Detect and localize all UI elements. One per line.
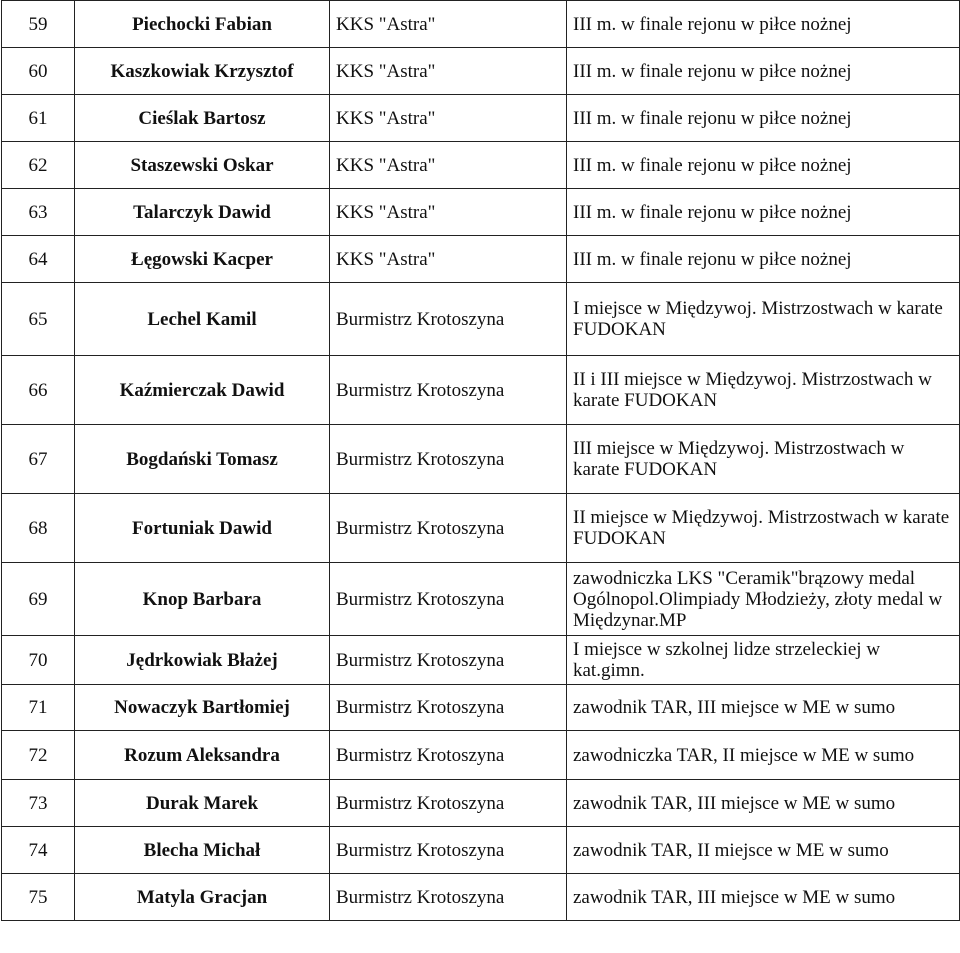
- achievement-text: I miejsce w szkolnej lidze strzeleckiej w kat.gimn.: [567, 636, 960, 685]
- person-name: Cieślak Bartosz: [75, 95, 330, 142]
- club-name: KKS "Astra": [330, 95, 567, 142]
- table-row: [2, 48, 960, 95]
- table-row: [2, 142, 960, 189]
- club-name: Burmistrz Krotoszyna: [330, 874, 567, 921]
- person-name: Talarczyk Dawid: [75, 189, 330, 236]
- person-name: Fortuniak Dawid: [75, 494, 330, 563]
- achievement-text: III m. w finale rejonu w piłce nożnej: [567, 1, 960, 48]
- row-number: 63: [2, 189, 75, 236]
- person-name: Jędrkowiak Błażej: [75, 636, 330, 685]
- club-name: Burmistrz Krotoszyna: [330, 425, 567, 494]
- achievement-text: zawodnik TAR, III miejsce w ME w sumo: [567, 874, 960, 921]
- person-name: Nowaczyk Bartłomiej: [75, 685, 330, 731]
- row-number: 61: [2, 95, 75, 142]
- table-row: [2, 356, 960, 425]
- achievement-text: zawodniczka LKS "Ceramik"brązowy medal Ogólnopol.Olimpiady Młodzieży, złoty medal w Międzynar.MP: [567, 563, 960, 636]
- table-row: [2, 563, 960, 636]
- person-name: Kaszkowiak Krzysztof: [75, 48, 330, 95]
- club-name: Burmistrz Krotoszyna: [330, 494, 567, 563]
- achievement-text: III m. w finale rejonu w piłce nożnej: [567, 95, 960, 142]
- table-row: [2, 636, 960, 685]
- person-name: Blecha Michał: [75, 827, 330, 874]
- row-number: 73: [2, 780, 75, 827]
- row-number: 71: [2, 685, 75, 731]
- table-row: [2, 827, 960, 874]
- table-row: [2, 425, 960, 494]
- club-name: Burmistrz Krotoszyna: [330, 563, 567, 636]
- table-row: [2, 95, 960, 142]
- row-number: 66: [2, 356, 75, 425]
- table-row: [2, 236, 960, 283]
- club-name: Burmistrz Krotoszyna: [330, 283, 567, 356]
- achievement-text: II miejsce w Międzywoj. Mistrzostwach w karate FUDOKAN: [567, 494, 960, 563]
- person-name: Bogdański Tomasz: [75, 425, 330, 494]
- row-number: 69: [2, 563, 75, 636]
- row-number: 74: [2, 827, 75, 874]
- row-number: 70: [2, 636, 75, 685]
- achievement-text: III miejsce w Międzywoj. Mistrzostwach w karate FUDOKAN: [567, 425, 960, 494]
- awards-table: [1, 0, 960, 921]
- person-name: Staszewski Oskar: [75, 142, 330, 189]
- person-name: Knop Barbara: [75, 563, 330, 636]
- club-name: Burmistrz Krotoszyna: [330, 685, 567, 731]
- club-name: Burmistrz Krotoszyna: [330, 827, 567, 874]
- table-row: [2, 685, 960, 731]
- person-name: Matyla Gracjan: [75, 874, 330, 921]
- row-number: 62: [2, 142, 75, 189]
- person-name: Piechocki Fabian: [75, 1, 330, 48]
- club-name: Burmistrz Krotoszyna: [330, 780, 567, 827]
- person-name: Rozum Aleksandra: [75, 731, 330, 780]
- achievement-text: zawodnik TAR, II miejsce w ME w sumo: [567, 827, 960, 874]
- row-number: 75: [2, 874, 75, 921]
- achievement-text: III m. w finale rejonu w piłce nożnej: [567, 48, 960, 95]
- achievement-text: zawodnik TAR, III miejsce w ME w sumo: [567, 685, 960, 731]
- row-number: 64: [2, 236, 75, 283]
- row-number: 60: [2, 48, 75, 95]
- person-name: Lechel Kamil: [75, 283, 330, 356]
- club-name: KKS "Astra": [330, 236, 567, 283]
- table-row: [2, 1, 960, 48]
- club-name: Burmistrz Krotoszyna: [330, 356, 567, 425]
- club-name: KKS "Astra": [330, 48, 567, 95]
- person-name: Kaźmierczak Dawid: [75, 356, 330, 425]
- row-number: 59: [2, 1, 75, 48]
- table-row: [2, 189, 960, 236]
- achievement-text: zawodnik TAR, III miejsce w ME w sumo: [567, 780, 960, 827]
- table-row: [2, 874, 960, 921]
- achievement-text: III m. w finale rejonu w piłce nożnej: [567, 236, 960, 283]
- person-name: Łęgowski Kacper: [75, 236, 330, 283]
- club-name: KKS "Astra": [330, 189, 567, 236]
- row-number: 68: [2, 494, 75, 563]
- achievement-text: zawodniczka TAR, II miejsce w ME w sumo: [567, 731, 960, 780]
- person-name: Durak Marek: [75, 780, 330, 827]
- achievement-text: I miejsce w Międzywoj. Mistrzostwach w karate FUDOKAN: [567, 283, 960, 356]
- row-number: 65: [2, 283, 75, 356]
- table-row: [2, 780, 960, 827]
- club-name: Burmistrz Krotoszyna: [330, 731, 567, 780]
- achievement-text: III m. w finale rejonu w piłce nożnej: [567, 142, 960, 189]
- row-number: 67: [2, 425, 75, 494]
- club-name: KKS "Astra": [330, 1, 567, 48]
- row-number: 72: [2, 731, 75, 780]
- club-name: KKS "Astra": [330, 142, 567, 189]
- table-row: [2, 494, 960, 563]
- table-row: [2, 731, 960, 780]
- table-row: [2, 283, 960, 356]
- achievement-text: II i III miejsce w Międzywoj. Mistrzostwach w karate FUDOKAN: [567, 356, 960, 425]
- club-name: Burmistrz Krotoszyna: [330, 636, 567, 685]
- achievement-text: III m. w finale rejonu w piłce nożnej: [567, 189, 960, 236]
